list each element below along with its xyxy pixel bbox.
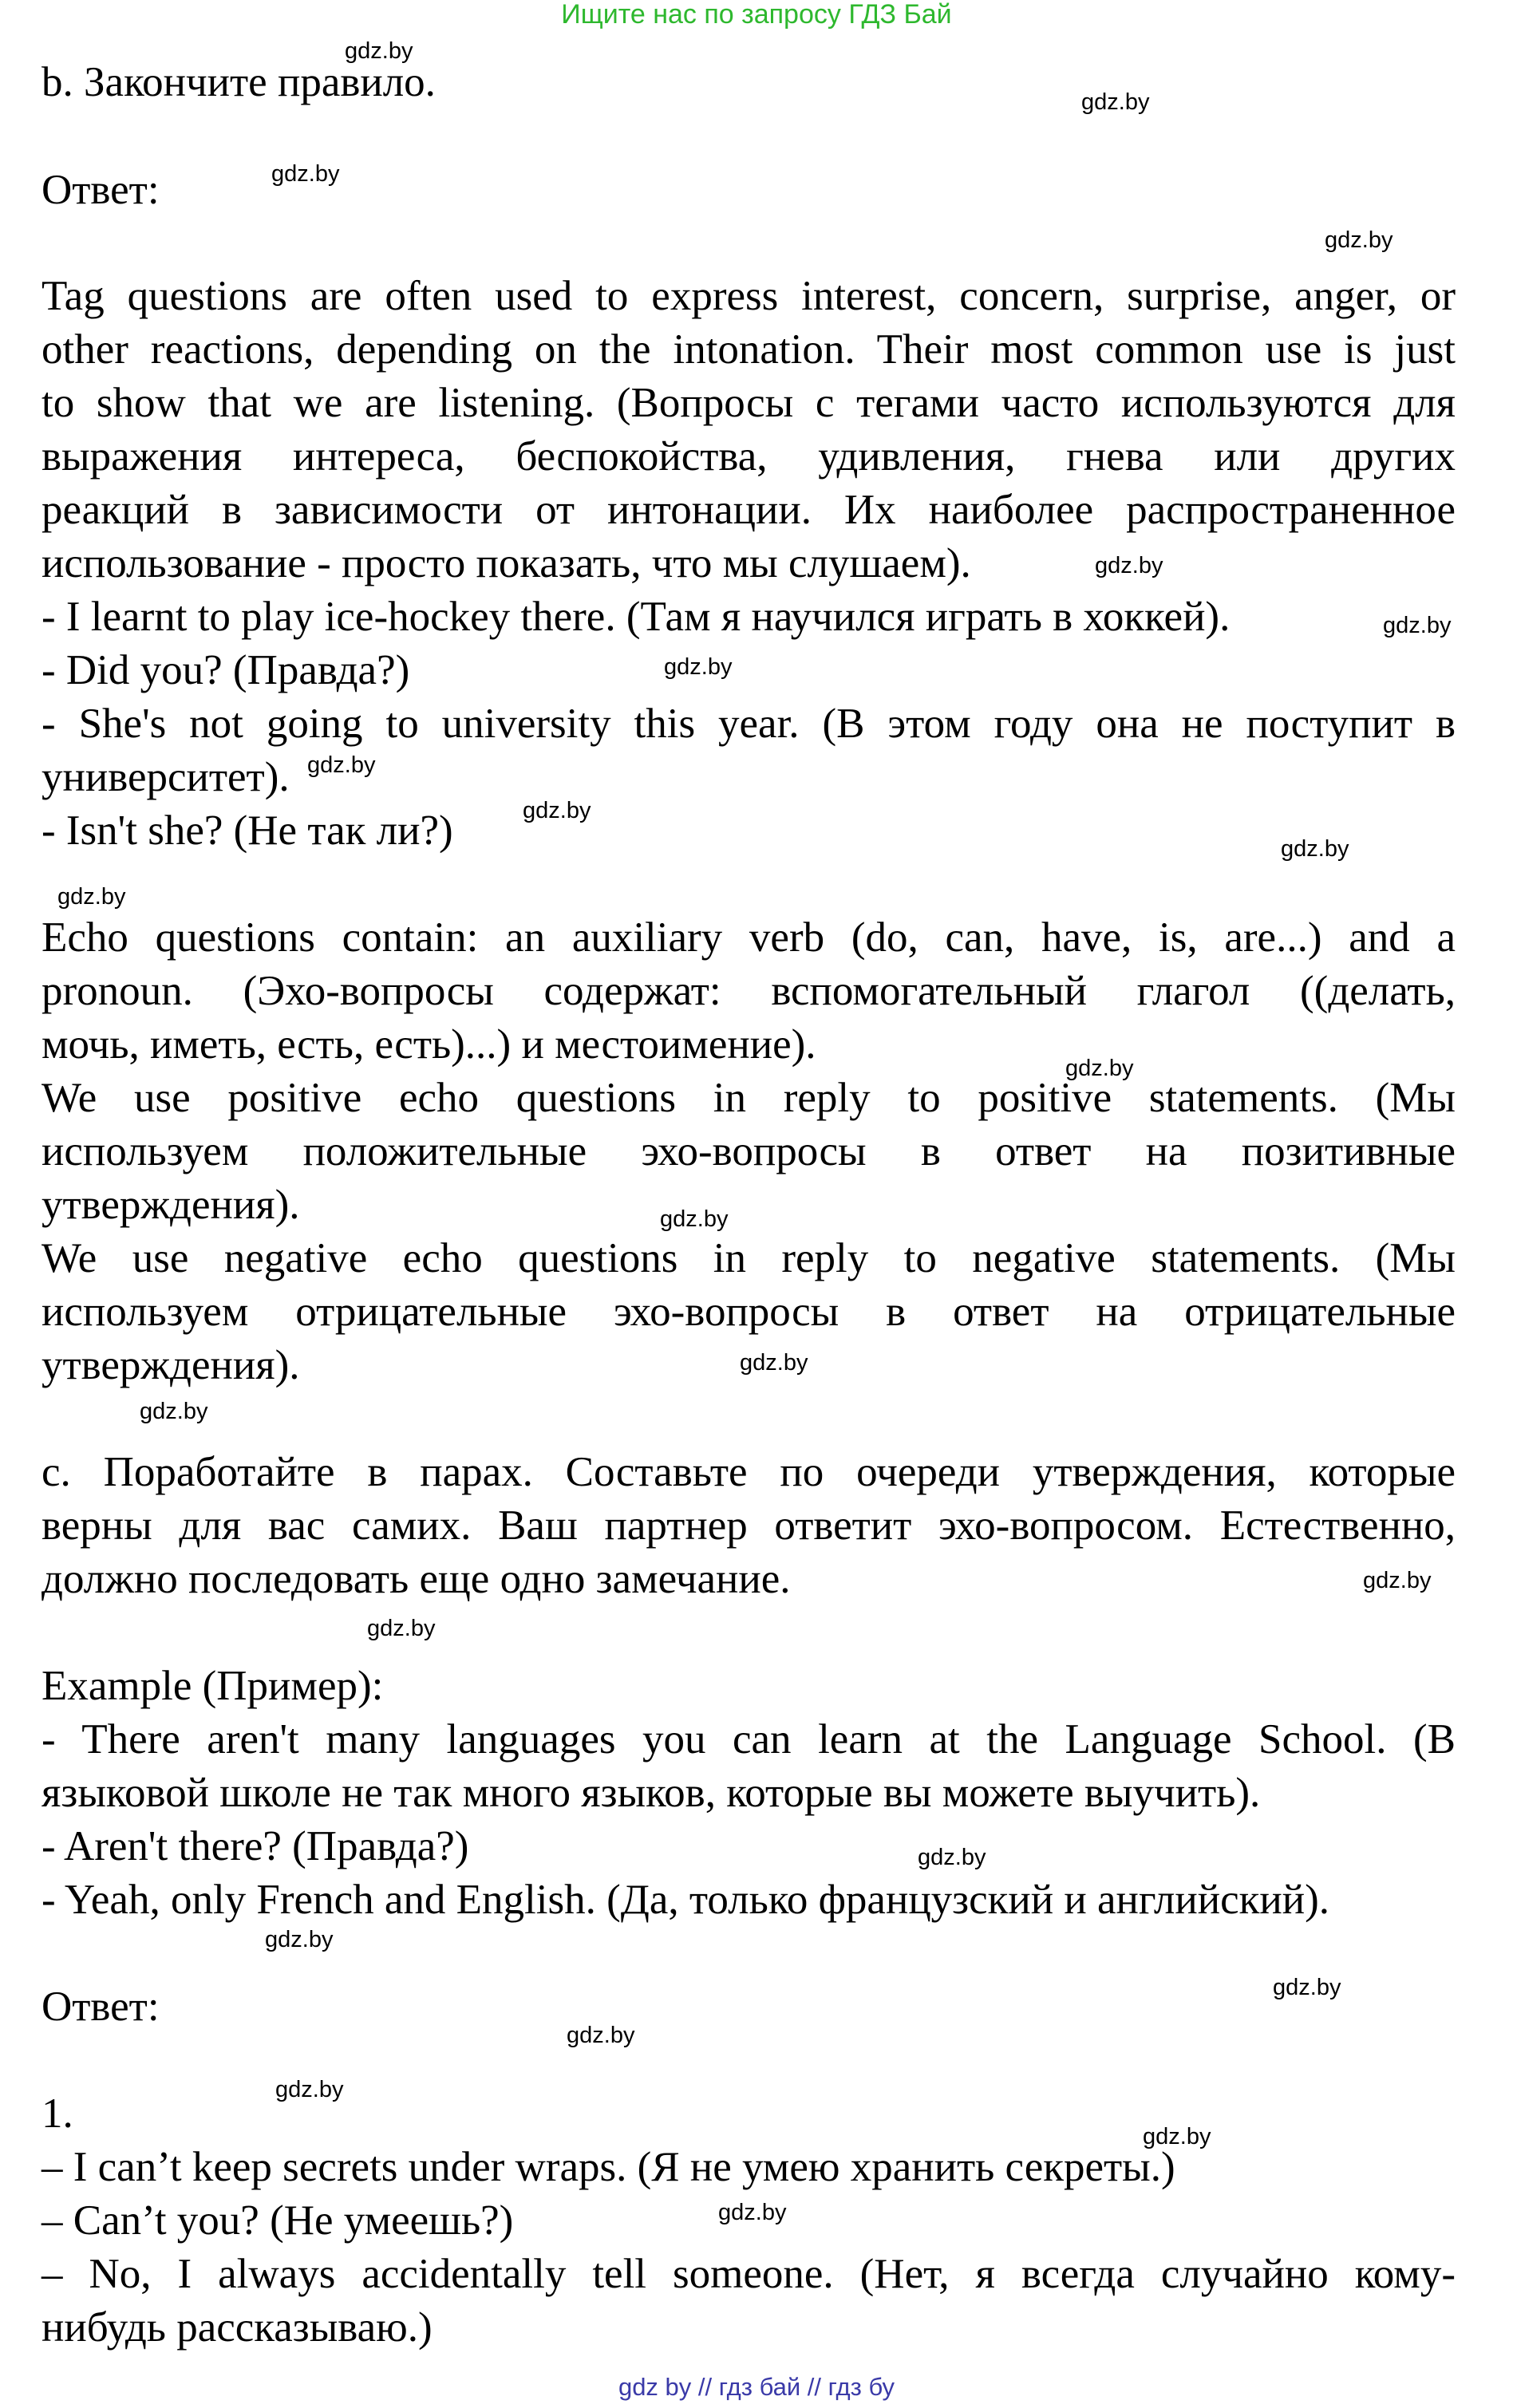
paragraph-line: используем отрицательные эхо-вопросы в ответ на отрицательные	[41, 1289, 1456, 1335]
paragraph-line: утверждения).	[41, 1182, 300, 1228]
watermark: gdz.by	[271, 161, 340, 187]
dialogue-line: - Isn't she? (Не так ли?)	[41, 807, 453, 854]
watermark: gdz.by	[1325, 227, 1393, 253]
paragraph-line: выражения интереса, беспокойства, удивления, гнева или других	[41, 433, 1456, 480]
watermark: gdz.by	[1383, 613, 1452, 638]
answer-number: 1.	[41, 2090, 73, 2137]
paragraph-line: утверждения).	[41, 1342, 300, 1388]
paragraph-line: other reactions, depending on the intonation. Their most common use is just	[41, 326, 1456, 373]
watermark: gdz.by	[265, 1927, 334, 1952]
watermark: gdz.by	[1363, 1568, 1432, 1593]
paragraph-line: Tag questions are often used to express interest, concern, surprise, anger, or	[41, 273, 1456, 319]
example-line: языковой школе не так много языков, которые вы можете выучить).	[41, 1770, 1261, 1816]
watermark: gdz.by	[57, 884, 126, 910]
example-line: - There aren't many languages you can learn at the Language School. (В	[41, 1716, 1456, 1763]
answer-line: – Can’t you? (Не умеешь?)	[41, 2197, 514, 2244]
paragraph-line: We use negative echo questions in reply to negative statements. (Мы	[41, 1235, 1456, 1281]
watermark: gdz.by	[307, 752, 376, 778]
watermark: gdz.by	[740, 1350, 808, 1376]
answer-line: – I can’t keep secrets under wraps. (Я не умею хранить секреты.)	[41, 2144, 1175, 2190]
dialogue-line: университет).	[41, 754, 290, 800]
example-label: Example (Пример):	[41, 1663, 384, 1709]
watermark: gdz.by	[660, 1206, 729, 1232]
paragraph-line: использование - просто показать, что мы слушаем).	[41, 540, 971, 586]
paragraph-line: pronoun. (Эхо-вопросы содержат: вспомогательный глагол ((делать,	[41, 968, 1456, 1014]
example-line: - Aren't there? (Правда?)	[41, 1823, 469, 1869]
answer-line: нибудь рассказываю.)	[41, 2304, 433, 2351]
watermark: gdz.by	[367, 1616, 436, 1641]
task-c-line: должно последовать еще одно замечание.	[41, 1556, 791, 1602]
task-c-line: c. Поработайте в парах. Составьте по очереди утверждения, которые	[41, 1449, 1456, 1495]
watermark: gdz.by	[1281, 836, 1349, 862]
dialogue-line: - I learnt to play ice-hockey there. (Там я научился играть в хоккей).	[41, 594, 1231, 640]
paragraph-line: to show that we are listening. (Вопросы с тегами часто используются для	[41, 380, 1456, 426]
watermark: gdz.by	[664, 654, 733, 680]
paragraph-line: используем положительные эхо-вопросы в ответ на позитивные	[41, 1128, 1456, 1174]
watermark: gdz.by	[345, 38, 413, 64]
paragraph-line: мочь, иметь, есть, есть)...) и местоимение).	[41, 1021, 816, 1068]
watermark: gdz.by	[140, 1399, 208, 1424]
answer-line: – No, I always accidentally tell someone. (Нет, я всегда случайно кому-	[41, 2251, 1456, 2297]
watermark: gdz.by	[1143, 2124, 1211, 2149]
answer-label: Ответ:	[41, 1984, 160, 2030]
paragraph-line: We use positive echo questions in reply to positive statements. (Мы	[41, 1075, 1456, 1121]
watermark: gdz.by	[1081, 89, 1150, 115]
example-line: - Yeah, only French and English. (Да, только французский и английский).	[41, 1877, 1329, 1923]
watermark: gdz.by	[275, 2077, 344, 2102]
paragraph-line: Echo questions contain: an auxiliary verb (do, can, have, is, are...) and a	[41, 914, 1456, 961]
watermark: gdz.by	[1095, 553, 1163, 578]
watermark: gdz.by	[718, 2200, 787, 2225]
task-b-heading: b. Закончите правило.	[41, 59, 436, 105]
dialogue-line: - She's not going to university this year. (В этом году она не поступит в	[41, 701, 1456, 747]
site-footer: gdz by // гдз бай // гдз бу	[618, 2373, 895, 2401]
task-c-line: верны для вас самих. Ваш партнер ответит эхо-вопросом. Естественно,	[41, 1502, 1456, 1549]
watermark: gdz.by	[1273, 1975, 1341, 2000]
watermark: gdz.by	[523, 798, 591, 823]
paragraph-line: реакций в зависимости от интонации. Их наиболее распространенное	[41, 487, 1456, 533]
watermark: gdz.by	[918, 1845, 986, 1870]
dialogue-line: - Did you? (Правда?)	[41, 647, 410, 693]
watermark: gdz.by	[1065, 1056, 1134, 1081]
answer-label: Ответ:	[41, 167, 160, 213]
watermark: gdz.by	[567, 2023, 635, 2048]
site-banner: Ищите нас по запросу ГДЗ Бай	[561, 0, 952, 30]
